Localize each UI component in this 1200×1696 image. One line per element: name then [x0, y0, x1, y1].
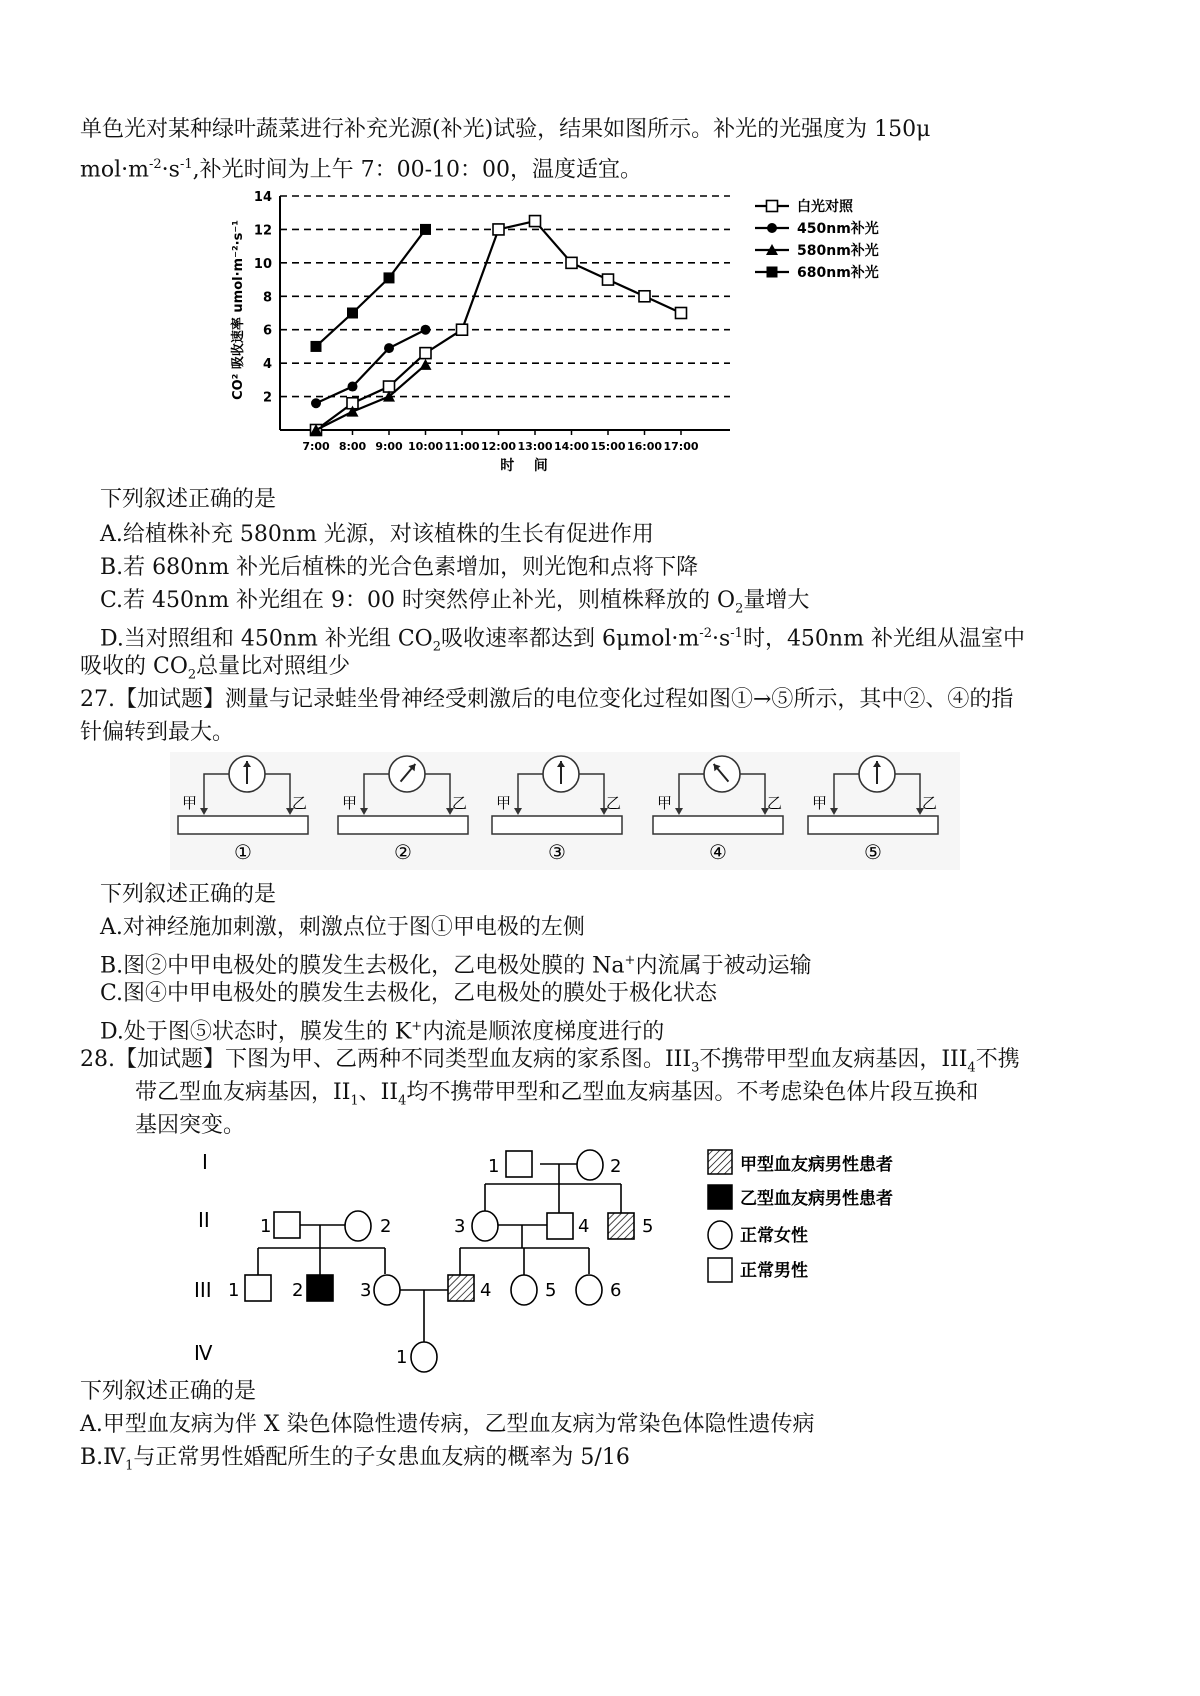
electrode-jia-label: 甲 [342, 794, 358, 812]
chart-grid [280, 196, 730, 397]
y-tick-label: 6 [262, 323, 272, 339]
svg-text:4: 4 [480, 1280, 492, 1301]
y-tick-label: 14 [253, 190, 272, 205]
panel-number-label: ② [394, 840, 412, 864]
q28-option-b: $B.Ⅳ_1$与正常男性婚配所生的子女患血友病的概率为 5/16 [80, 1445, 630, 1474]
q28-stem-line1: 28.【加试题】下图为甲、乙两种不同类型血友病的家系图。$III_3$不携带甲型血友病基因，$III_4$不携 [80, 1047, 1020, 1076]
II-3-normal-female [472, 1211, 498, 1241]
data-point [603, 274, 614, 285]
q26-option-b: B.若 680nm 补光后植株的光合色素增加，则光饱和点将下降 [100, 555, 699, 580]
nerve-electrode-figure [170, 752, 960, 870]
electrode-yi-label: 乙 [606, 794, 622, 812]
svg-text:6: 6 [610, 1280, 622, 1301]
data-point [420, 224, 431, 235]
svg-text:1: 1 [260, 1216, 272, 1237]
legend-type-a-label: 甲型血友病男性患者 [740, 1155, 893, 1175]
legend-marker [767, 223, 777, 233]
nerve-fiber [653, 816, 783, 834]
electrode-yi-label: 乙 [292, 794, 308, 812]
q28-stem-line2: 带乙型血友病基因，$II_1$、$II_4$均不携带甲型和乙型血友病基因。不考虑染色体片段互换和 [135, 1080, 979, 1109]
pedigree-chart [180, 1145, 940, 1380]
q26-option-d-line1: D.当对照组和 450nm 补光组 $CO_2$吸收速率都达到 $6\mu mol\cdot m^{-2}\cdot s^{-1}$时，450nm 补光组从温室中 [100, 626, 1025, 655]
x-tick-label: 13:00 [517, 440, 553, 453]
data-point [421, 325, 431, 335]
y-axis-label: CO² 吸收速率 umol·m⁻²·s⁻¹ [231, 220, 246, 400]
IV-1-normal-female [411, 1342, 437, 1372]
q26-option-c: C.若 450nm 补光组在 9：00 时突然停止补光，则植株释放的 $O_2$量增大 [100, 588, 810, 617]
data-point [348, 382, 358, 392]
x-axis-label: 时 间 [500, 458, 548, 474]
data-point [493, 224, 504, 235]
electrode-jia-label: 甲 [812, 794, 828, 812]
III-3-normal-female [374, 1275, 400, 1305]
intro-line-2: $mol\cdot m^{-2}\cdot s^{-1}$,补光时间为上午 7：00-10：00，温度适宜。 [80, 157, 643, 183]
nerve-fiber [178, 816, 308, 834]
electrode-jia-label: 甲 [657, 794, 673, 812]
II-1-normal-male [274, 1212, 300, 1238]
series-line [316, 221, 681, 430]
legend-marker [767, 267, 778, 278]
data-point [530, 216, 541, 227]
III-6-normal-female [576, 1275, 602, 1305]
data-point [566, 257, 577, 268]
electrode-jia-label: 甲 [496, 794, 512, 812]
series-line [316, 229, 426, 346]
II-2-normal-female [345, 1211, 371, 1241]
legend-label: 白光对照 [797, 199, 853, 215]
y-tick-label: 2 [262, 390, 272, 406]
I-2-normal-female [577, 1150, 603, 1180]
q27-stem-line2: 针偏转到最大。 [80, 720, 235, 745]
data-point [639, 291, 650, 302]
data-point [420, 348, 431, 359]
legend-marker [767, 201, 778, 212]
svg-text:4: 4 [578, 1216, 590, 1237]
q27-option-a: A.对神经施加刺激，刺激点位于图①甲电极的左侧 [100, 915, 585, 940]
y-tick-label: 4 [262, 357, 272, 373]
q28-option-a: A.甲型血友病为伴 X 染色体隐性遗传病，乙型血友病为常染色体隐性遗传病 [80, 1412, 815, 1437]
svg-text:2: 2 [610, 1156, 622, 1177]
data-point [384, 381, 395, 392]
co2-absorption-chart [220, 190, 920, 480]
x-tick-label: 8:00 [338, 440, 367, 453]
svg-text:2: 2 [292, 1280, 304, 1301]
svg-text:3: 3 [360, 1280, 372, 1301]
gen-label-3: III [194, 1278, 212, 1302]
legend-male-label: 正常男性 [740, 1261, 808, 1281]
y-tick-label: 12 [253, 223, 272, 239]
x-tick-label: 7:00 [302, 440, 330, 453]
III-1-normal-male [245, 1275, 271, 1301]
legend-type-b-symbol [708, 1185, 732, 1209]
x-tick-label: 15:00 [590, 440, 626, 453]
svg-text:3: 3 [454, 1216, 466, 1237]
x-tick-label: 16:00 [626, 440, 663, 453]
x-tick-label: 17:00 [663, 440, 699, 453]
y-tick-label: 10 [253, 256, 272, 272]
I-1-normal-male [506, 1151, 532, 1177]
panel-number-label: ⑤ [864, 840, 882, 864]
q27-option-b: B.图②中甲电极处的膜发生去极化，乙电极处膜的 Na+内流属于被动运输 [100, 953, 812, 979]
electrode-jia-label: 甲 [182, 794, 198, 812]
legend-type-a-symbol [708, 1150, 732, 1174]
data-point [384, 343, 394, 353]
q28-stem-line3: 基因突变。 [135, 1113, 246, 1138]
series-line [316, 365, 426, 430]
gen-label-1: I [202, 1150, 208, 1174]
legend-label: 580nm补光 [797, 243, 879, 259]
panel-number-label: ④ [709, 840, 727, 864]
II-5-type-a-affected-male [608, 1213, 634, 1239]
svg-text:1: 1 [228, 1280, 240, 1301]
nerve-fiber [338, 816, 468, 834]
q27-prompt: 下列叙述正确的是 [100, 882, 277, 907]
nerve-fiber [492, 816, 622, 834]
legend-female-label: 正常女性 [740, 1226, 808, 1246]
x-tick-label: 11:00 [444, 440, 480, 453]
III-5-normal-female [511, 1275, 537, 1305]
legend-type-b-label: 乙型血友病男性患者 [740, 1189, 893, 1209]
data-point [676, 308, 687, 319]
data-point [311, 341, 322, 352]
q26-option-a: A.给植株补充 580nm 光源，对该植株的生长有促进作用 [100, 522, 654, 547]
electrode-yi-label: 乙 [452, 794, 468, 812]
svg-text:2: 2 [380, 1216, 392, 1237]
svg-text:1: 1 [488, 1156, 500, 1177]
svg-text:5: 5 [642, 1216, 654, 1237]
gen-label-4: Ⅳ [194, 1341, 213, 1365]
x-tick-label: 9:00 [375, 440, 403, 453]
q26-prompt: 下列叙述正确的是 [100, 487, 277, 512]
III-2-type-b-affected-male [307, 1275, 333, 1301]
q28-prompt: 下列叙述正确的是 [80, 1379, 257, 1404]
electrode-yi-label: 乙 [767, 794, 783, 812]
data-point [311, 398, 321, 408]
gen-label-2: II [198, 1208, 210, 1232]
x-tick-label: 12:00 [480, 440, 517, 453]
electrode-yi-label: 乙 [922, 794, 938, 812]
svg-text:1: 1 [396, 1347, 408, 1368]
q27-stem-line1: 27.【加试题】测量与记录蛙坐骨神经受刺激后的电位变化过程如图①→⑤所示，其中②、④的指 [80, 687, 1014, 712]
data-point [420, 359, 432, 370]
III-4-type-a-affected-male [448, 1275, 474, 1301]
series-line [316, 330, 426, 404]
legend-label: 450nm补光 [797, 221, 879, 237]
chart-series [310, 216, 687, 436]
legend-female-symbol [708, 1221, 732, 1249]
nerve-fiber [808, 816, 938, 834]
panel-number-label: ① [234, 840, 252, 864]
II-4-normal-male [547, 1213, 573, 1239]
x-tick-label: 10:00 [407, 440, 444, 453]
legend-label: 680nm补光 [797, 265, 879, 281]
panel-number-label: ③ [548, 840, 566, 864]
data-point [457, 324, 468, 335]
y-tick-label: 8 [262, 290, 272, 306]
q26-option-d-line2: 吸收的 $CO_2$总量比对照组少 [80, 654, 351, 683]
svg-text:5: 5 [545, 1280, 557, 1301]
x-tick-label: 14:00 [553, 440, 590, 453]
legend-male-symbol [708, 1258, 732, 1282]
data-point [347, 308, 358, 319]
data-point [384, 272, 395, 283]
intro-line-1: 单色光对某种绿叶蔬菜进行补充光源(补光)试验，结果如图所示。补光的光强度为 150μ [80, 117, 931, 142]
q27-option-d: D.处于图⑤状态时，膜发生的 K+内流是顺浓度梯度进行的 [100, 1019, 665, 1045]
q27-option-c: C.图④中甲电极处的膜发生去极化，乙电极处的膜处于极化状态 [100, 981, 718, 1006]
chart-legend [755, 198, 879, 281]
